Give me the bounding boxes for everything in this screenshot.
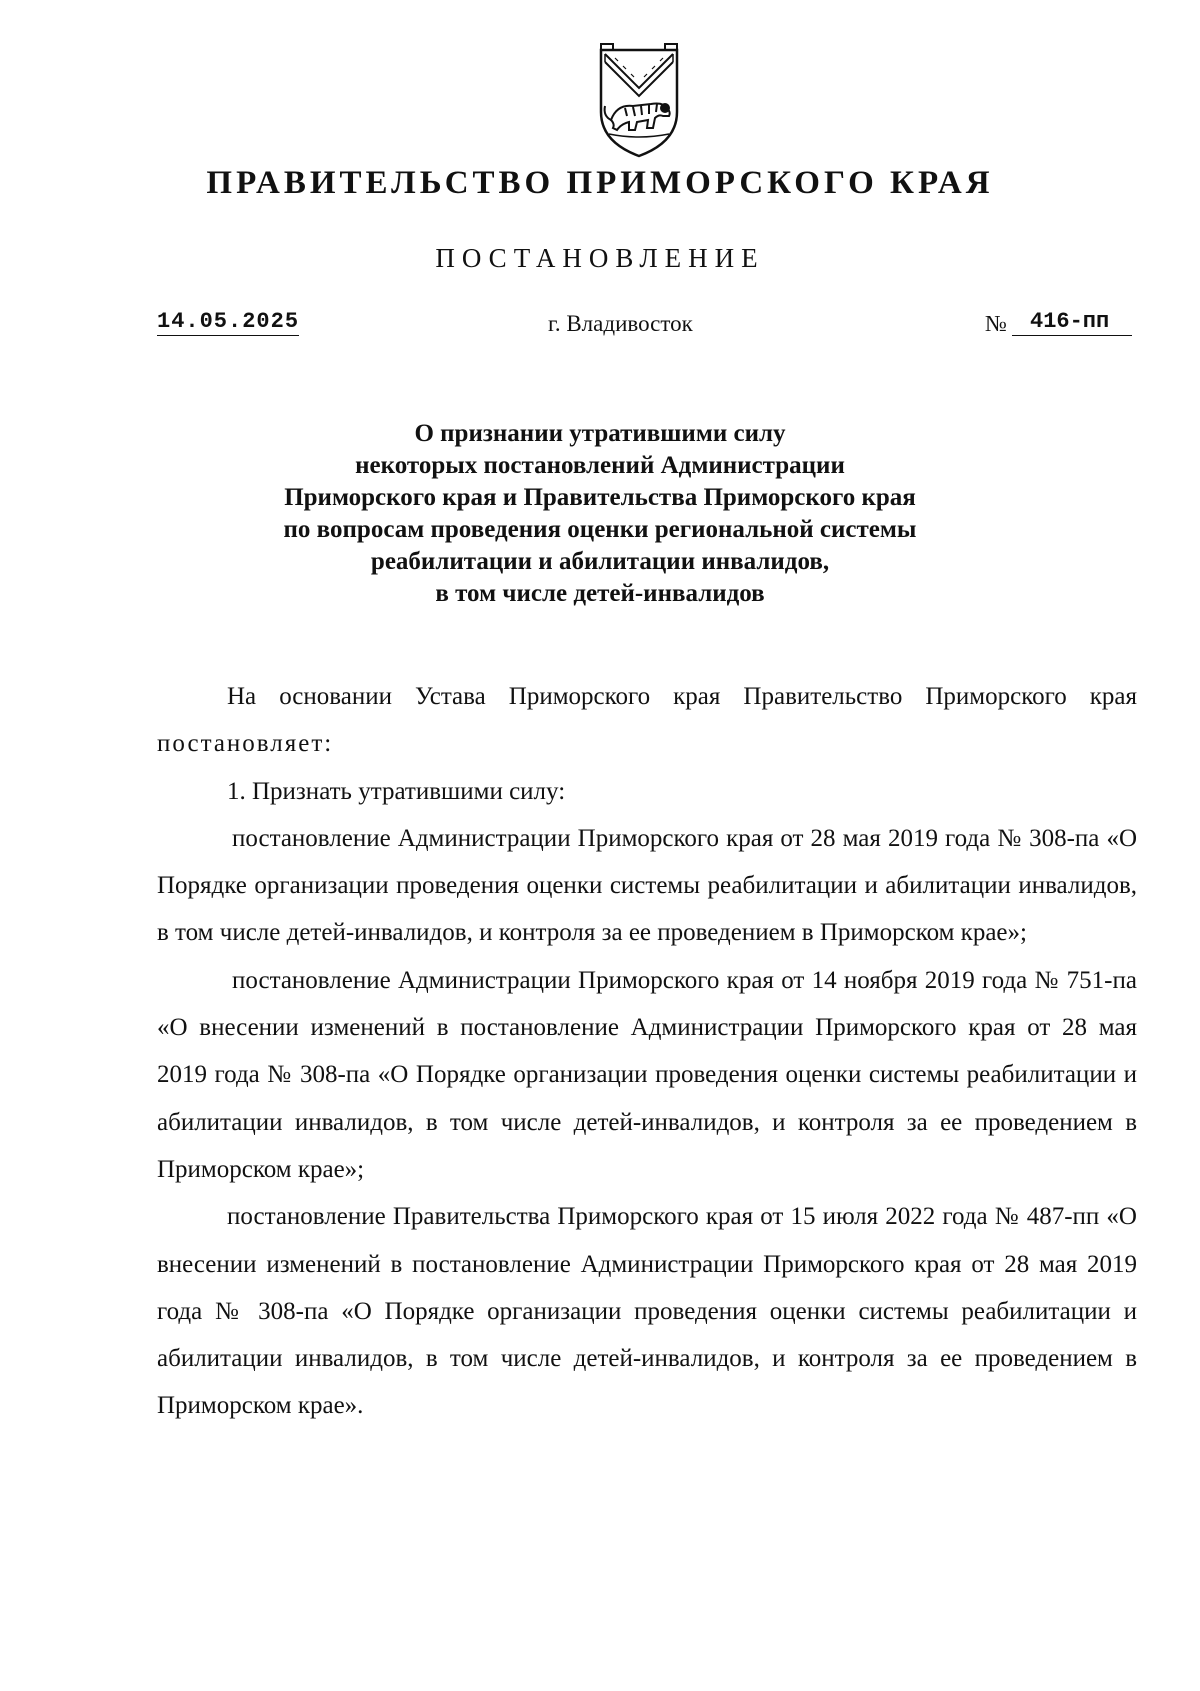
document-type: ПОСТАНОВЛЕНИЕ: [435, 243, 765, 273]
point-1: 1. Признать утратившими силу:: [227, 777, 566, 805]
document-number: 416-пп: [1012, 309, 1132, 336]
decree-word: постановляет:: [157, 730, 334, 758]
heading-line: О признании утратившими силу: [414, 420, 786, 447]
document-city: г. Владивосток: [548, 311, 693, 336]
document-heading: [100, 418, 1100, 610]
heading-line: Приморского края и Правительства Приморского края: [284, 484, 916, 511]
heading-line: некоторых постановлений Администрации: [355, 452, 845, 479]
preamble-paragraph: [157, 673, 1137, 768]
heading-line: по вопросам проведения оценки региональной системы: [283, 516, 917, 543]
coat-of-arms-icon: [593, 42, 685, 160]
heading-line: реабилитации и абилитации инвалидов,: [370, 548, 830, 575]
repealed-item: постановление Администрации Приморского края от 28 мая 2019 года № 308-па «О Порядке организации проведения оценки системы реабилитации и абилитации инвалидов, в том числе детей-инвалидов, и контроля за ее проведением в Приморском крае»;: [157, 824, 1137, 947]
heading-line: в том числе детей-инвалидов: [435, 580, 765, 607]
document-body: [157, 673, 1137, 1430]
document-date: 14.05.2025: [157, 309, 300, 334]
government-name: ПРАВИТЕЛЬСТВО ПРИМОРСКОГО КРАЯ: [206, 165, 994, 201]
document-meta-row: [0, 309, 1200, 345]
number-sign: №: [985, 311, 1007, 336]
repealed-item: постановление Администрации Приморского края от 14 ноября 2019 года № 751-па «О внесении изменений в постановление Администрации Приморского края от 28 мая 2019 года № 308-па «О Порядке организации проведения оценки системы реабилитации и абилитации инвалидов, в том числе детей-инвалидов, и контроля за ее проведением в Приморском крае»;: [157, 966, 1137, 1183]
preamble-text: На основании Устава Приморского края Правительство Приморского края: [227, 683, 1137, 710]
repealed-item: постановление Правительства Приморского края от 15 июля 2022 года № 487-пп «О внесении изменений в постановление Администрации Приморского края от 28 мая 2019 года № 308-па «О Порядке организации проведения оценки системы реабилитации и абилитации инвалидов, в том числе детей-инвалидов, и контроля за ее проведением в Приморском крае».: [157, 1203, 1137, 1420]
